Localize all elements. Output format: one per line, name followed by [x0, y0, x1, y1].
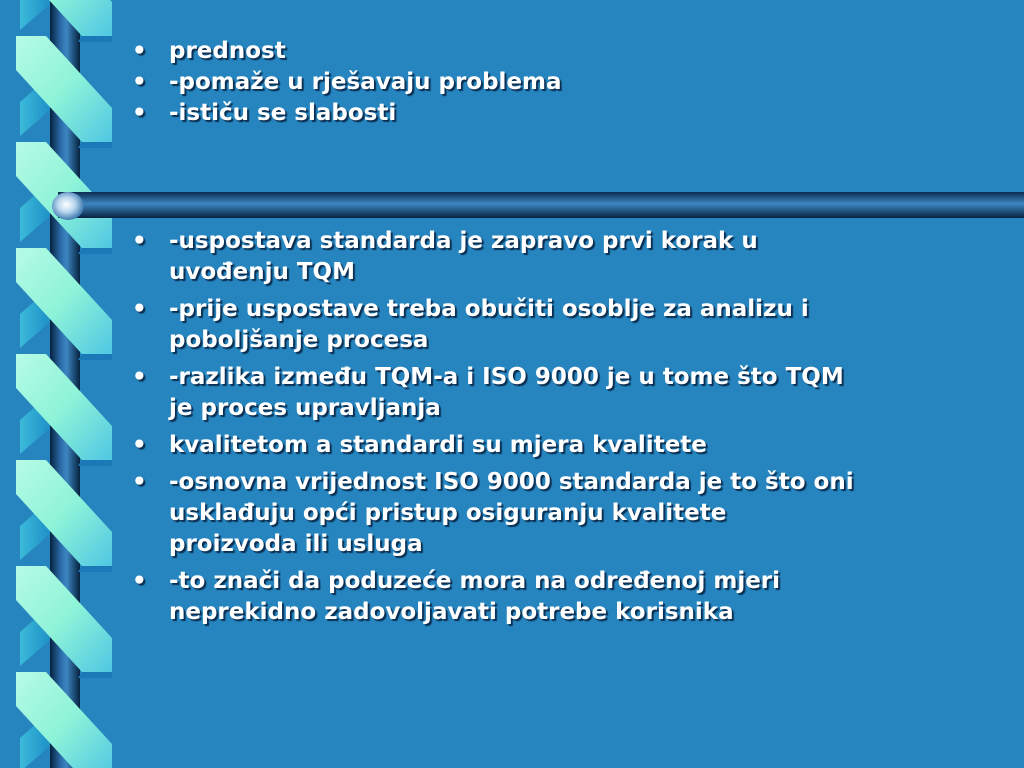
bullet-line: kvalitetom a standardi su mjera kvalitete [169, 432, 707, 458]
bullet-icon: • [132, 364, 147, 390]
list-item [132, 98, 732, 129]
list-item [132, 36, 732, 67]
bullet-icon: • [132, 38, 147, 64]
bar-knob [52, 192, 84, 220]
bullet-line: -prije uspostave treba obučiti osoblje za analizu i [169, 296, 809, 322]
bullet-icon: • [132, 100, 147, 126]
ribbon-edge-shade [78, 142, 112, 148]
ribbon-edge-shade [78, 36, 112, 42]
list-item [132, 226, 1002, 288]
bullet-icon: • [132, 296, 147, 322]
bullet-line: proizvoda ili usluga [169, 531, 423, 557]
bullet-icon: • [132, 228, 147, 254]
ribbon-edge-shade [78, 248, 112, 254]
bullet-line: -osnovna vrijednost ISO 9000 standarda je to što oni [169, 469, 854, 495]
bullet-text: prednost [169, 38, 286, 64]
list-item [132, 362, 1002, 424]
bullet-line: -to znači da poduzeće mora na određenoj mjeri [169, 568, 781, 594]
ribbon-back-strip [20, 0, 50, 30]
bullet-line: uvođenju TQM [169, 259, 355, 285]
list-item [132, 566, 1002, 628]
bullet-line: poboljšanje procesa [169, 327, 429, 353]
list-item [132, 467, 1002, 560]
bullet-line: -razlika između TQM-a i ISO 9000 je u tome što TQM [169, 364, 844, 390]
bottom-bullet-list [132, 226, 1002, 634]
bullet-text: -pomaže u rješavaju problema [169, 69, 562, 95]
ribbon-edge-shade [78, 672, 112, 678]
bullet-line: -uspostava standarda je zapravo prvi korak u [169, 228, 758, 254]
bullet-icon: • [132, 432, 147, 458]
bullet-icon: • [132, 568, 147, 594]
list-item [132, 294, 1002, 356]
bullet-icon: • [132, 69, 147, 95]
ribbon-edge-shade [78, 354, 112, 360]
ribbon-edge-shade [78, 460, 112, 466]
bullet-line: je proces upravljanja [169, 395, 441, 421]
ribbon-edge-shade [78, 566, 112, 572]
horizontal-bar [58, 192, 1024, 218]
list-item [132, 430, 1002, 461]
bullet-line: neprekidno zadovoljavati potrebe korisnika [169, 599, 734, 625]
list-item [132, 67, 732, 98]
bullet-icon: • [132, 469, 147, 495]
top-bullet-list [132, 36, 732, 129]
bullet-line: usklađuju opći pristup osiguranju kvalitete [169, 500, 727, 526]
bullet-text: -ističu se slabosti [169, 100, 397, 126]
